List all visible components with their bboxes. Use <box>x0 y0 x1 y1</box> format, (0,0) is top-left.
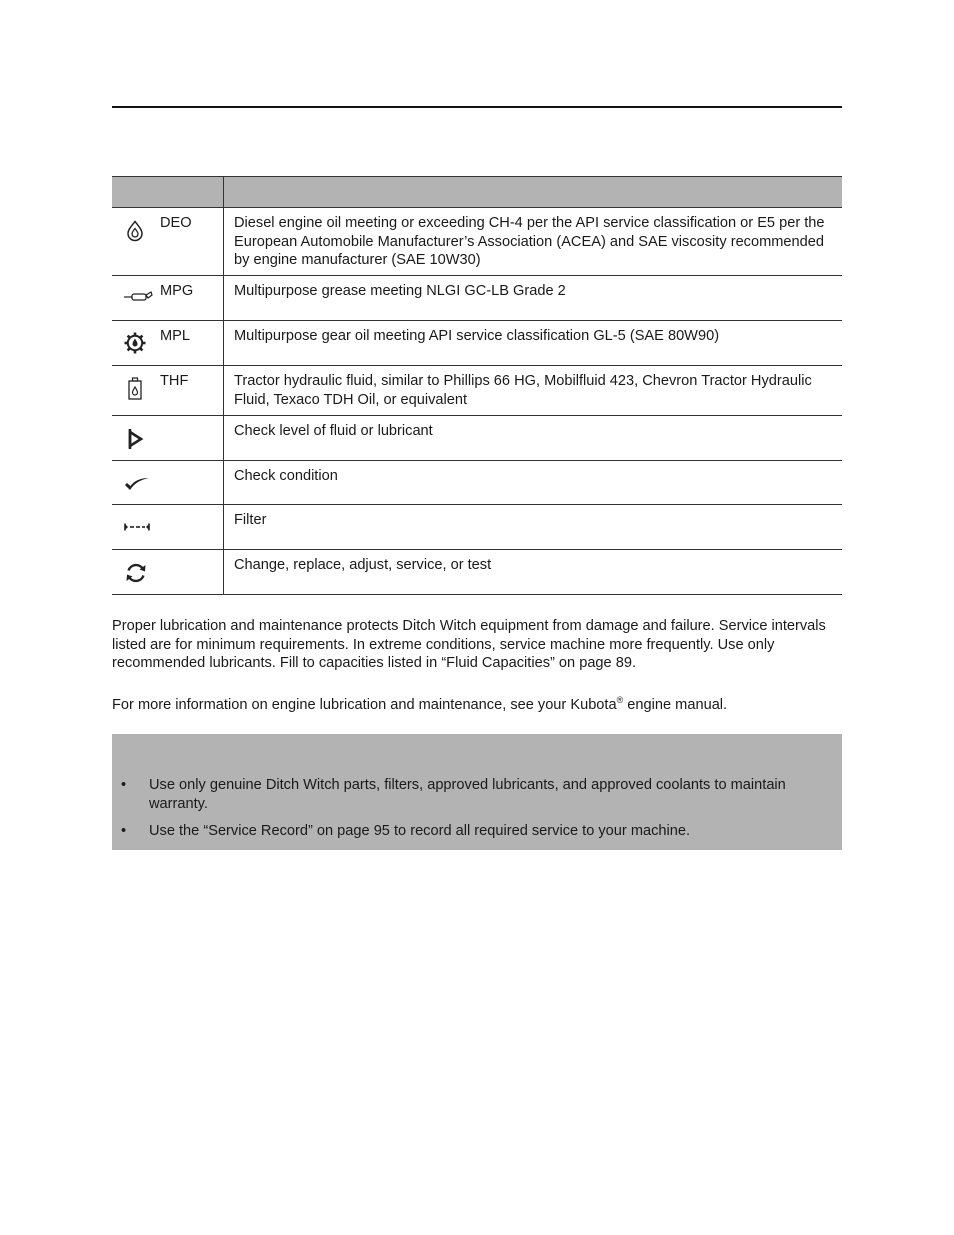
oil-drop-icon <box>124 220 146 242</box>
header-rule <box>112 106 842 108</box>
table-row <box>112 208 842 276</box>
list-item <box>112 822 842 841</box>
notice-list <box>112 776 842 850</box>
engine-manual-text-end: engine manual. <box>623 697 728 713</box>
table-row <box>112 366 842 416</box>
registered-mark: ® <box>616 695 624 705</box>
filter-icon <box>124 522 150 532</box>
check-condition-icon <box>124 474 150 494</box>
notice-text: Use the “Service Record” on page 95 to record all required service to your machine. <box>149 823 691 839</box>
notice-box <box>112 734 842 850</box>
table-header-symbol <box>112 177 224 208</box>
lubricant-description: Tractor hydraulic fluid, similar to Phillips 66 HG, Mobilfluid 423, Chevron Tractor Hydraulic Fluid, Texaco TDH Oil, or equivalent <box>224 366 843 416</box>
engine-manual-paragraph <box>112 696 842 715</box>
lubrication-intro-paragraph: Proper lubrication and maintenance protects Ditch Witch equipment from damage and failure. Service intervals listed are for minimum requirements. In extreme conditions, service machine more frequently. Use only recommended lubricants. Fill to capacities listed in “Fluid Capacities” on page 89. <box>112 618 826 671</box>
lubricant-key-table <box>112 176 842 595</box>
notice-text: Use only genuine Ditch Witch parts, filters, approved lubricants, and approved coolants to maintain warranty. <box>149 777 786 812</box>
engine-manual-text: For more information on engine lubrication and maintenance, see your Kubota <box>112 697 617 713</box>
table-header-description <box>224 177 843 208</box>
lubricant-description: Check condition <box>224 461 843 505</box>
lubricant-description: Multipurpose gear oil meeting API service classification GL-5 (SAE 80W90) <box>224 321 843 366</box>
table-row <box>112 276 842 321</box>
check-level-icon <box>124 427 146 451</box>
table-row <box>112 461 842 505</box>
change-cycle-icon <box>124 561 148 585</box>
table-header-row <box>112 177 842 208</box>
table-row <box>112 416 842 461</box>
grease-gun-icon <box>124 290 154 304</box>
lubricant-description: Change, replace, adjust, service, or test <box>224 550 843 595</box>
lubricant-description: Multipurpose grease meeting NLGI GC-LB Grade 2 <box>224 276 843 321</box>
table-row <box>112 321 842 366</box>
lubricant-description: Diesel engine oil meeting or exceeding CH-4 per the API service classification or E5 per the European Automobile Manufacturer’s Association (ACEA) and SAE viscosity recommended by engine manufacturer (SAE 10W30) <box>224 208 843 276</box>
lubricant-abbr: DEO <box>160 215 192 231</box>
lubricant-abbr: MPL <box>160 328 191 344</box>
lubricant-abbr: MPG <box>160 283 194 299</box>
lubricant-description: Check level of fluid or lubricant <box>224 416 843 461</box>
list-item <box>112 776 842 813</box>
lubricant-abbr: THF <box>160 373 189 389</box>
bullet-marker: • <box>121 777 127 793</box>
lubricant-description: Filter <box>224 505 843 550</box>
bullet-marker: • <box>121 823 127 839</box>
hydraulic-fluid-icon <box>124 377 146 401</box>
table-row <box>112 505 842 550</box>
gear-oil-icon <box>124 332 146 354</box>
table-row <box>112 550 842 595</box>
